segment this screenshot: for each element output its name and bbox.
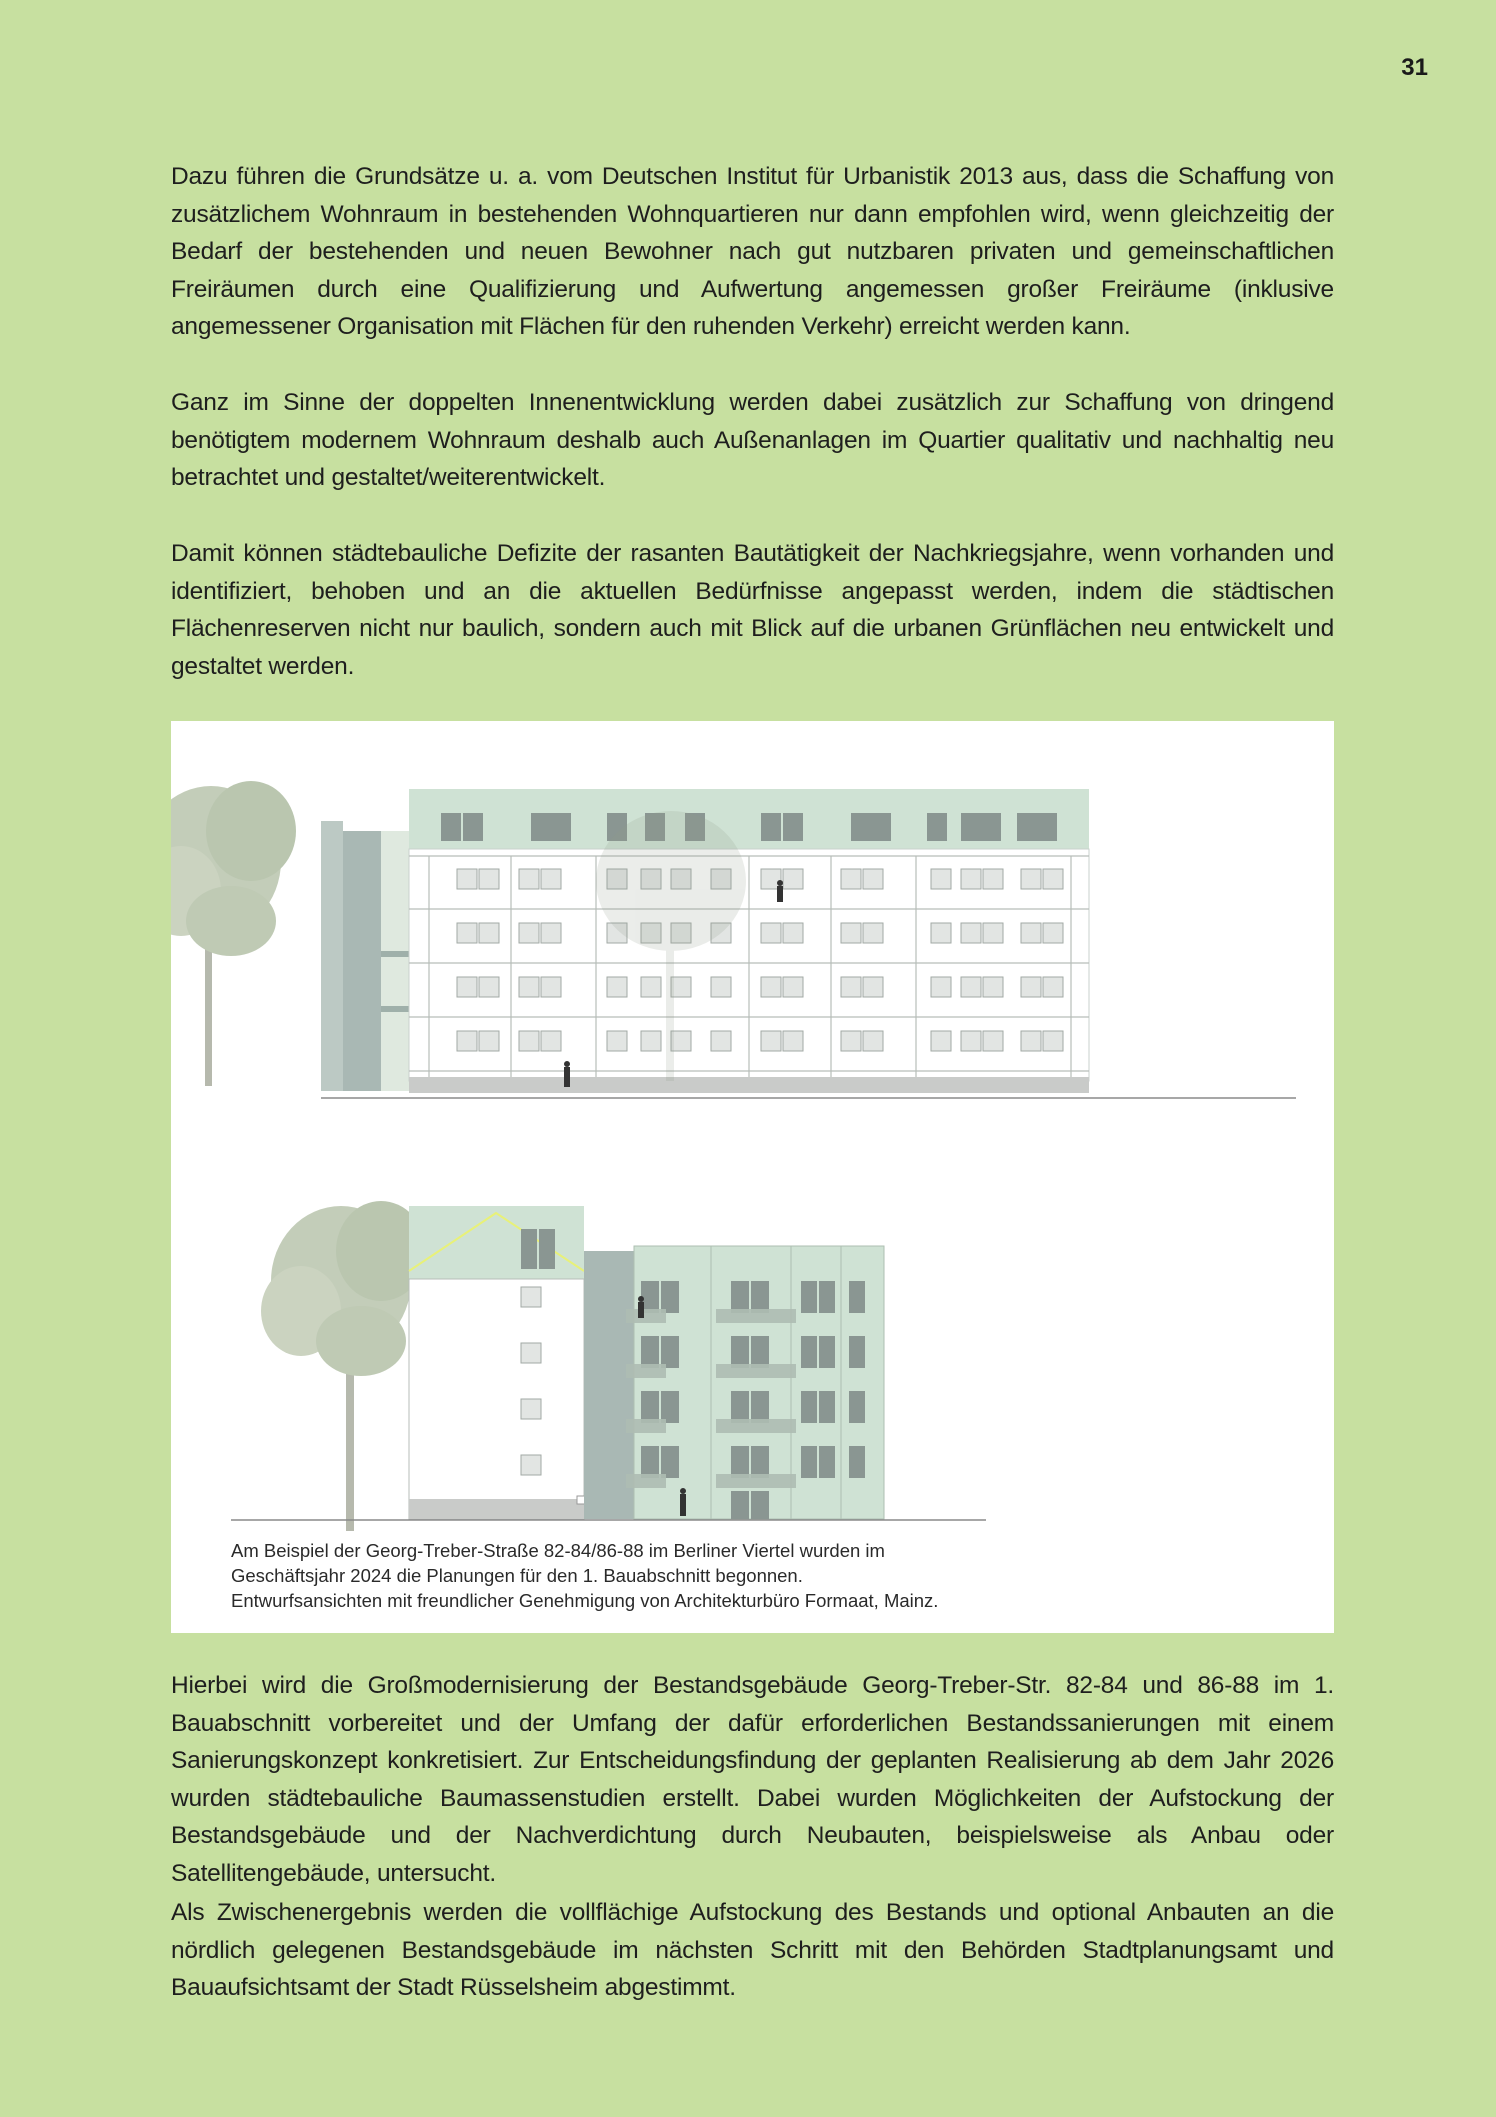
caption-line: Am Beispiel der Georg-Treber-Straße 82-84/86-88 im Berliner Viertel wurden im bbox=[231, 1540, 885, 1561]
page-number: 31 bbox=[1401, 54, 1428, 81]
paragraph-text: Ganz im Sinne der doppelten Innenentwicklung werden dabei zusätzlich zur Schaffung von dringend benötigtem modernem Wohnraum deshalb auch Außenanlagen im Quartier qualitativ und nachhaltig neu betrachtet und gestaltet/weiterentwickelt. bbox=[171, 389, 1334, 492]
caption-line: Entwurfsansichten mit freundlicher Genehmigung von Architekturbüro Formaat, Mainz. bbox=[231, 1590, 939, 1611]
paragraph-1 bbox=[171, 158, 1334, 346]
tree-left-lower bbox=[261, 1201, 426, 1531]
tree-left-upper bbox=[171, 781, 296, 1086]
elevation-drawings bbox=[171, 721, 1334, 1633]
elevation-long-facade bbox=[171, 781, 1296, 1098]
paragraph-5 bbox=[171, 1894, 1334, 2007]
paragraph-4 bbox=[171, 1667, 1334, 1893]
paragraph-2 bbox=[171, 384, 1334, 497]
architecture-figure bbox=[171, 721, 1334, 1633]
paragraph-3 bbox=[171, 535, 1334, 685]
elevation-gable-facade bbox=[231, 1201, 986, 1531]
paragraph-text: Dazu führen die Grundsätze u. a. vom Deutschen Institut für Urbanistik 2013 aus, dass die Schaffung von zusätzlichem Wohnraum in bestehenden Wohnquartieren nur dann empfohlen wird, wenn gleichzeitig der Bedarf der bestehenden und neuen Bewohner nach gut nutzbaren privaten und gemeinschaftlichen Freiräumen durch eine Qualifizierung und Aufwertung angemessen großer Freiräume (inklusive angemessener Organisation mit Flächen für den ruhenden Verkehr) erreicht werden kann. bbox=[171, 163, 1334, 341]
paragraph-text: Als Zwischenergebnis werden die vollflächige Aufstockung des Bestands und optional Anbauten an die nördlich gelegenen Bestandsgebäude im nächsten Schritt mit den Behörden Stadtplanungsamt und Bauaufsichtsamt der Stadt Rüsselsheim abgestimmt. bbox=[171, 1899, 1334, 2002]
paragraph-text: Damit können städtebauliche Defizite der rasanten Bautätigkeit der Nachkriegsjahre, wenn vorhanden und identifiziert, behoben und an die aktuellen Bedürfnisse angepasst werden, indem die städtischen Flächenreserven nicht nur baulich, sondern auch mit Blick auf die urbanen Grünflächen neu entwickelt und gestaltet werden. bbox=[171, 540, 1334, 680]
figure-caption bbox=[231, 1538, 938, 1613]
paragraph-text: Hierbei wird die Großmodernisierung der Bestandsgebäude Georg-Treber-Str. 82-84 und 86-88 im 1. Bauabschnitt vorbereitet und der Umfang der dafür erforderlichen Bestandssanierungen mit einem Sanierungskonzept konkretisiert. Zur Entscheidungsfindung der geplanten Realisierung ab dem Jahr 2026 wurden städtebauliche Baumassenstudien erstellt. Dabei wurden Möglichkeiten der Aufstockung der Bestandsgebäude und der Nachverdichtung durch Neubauten, beispielsweise als Anbau oder Satellitengebäude, untersucht. bbox=[171, 1672, 1334, 1887]
caption-line: Geschäftsjahr 2024 die Planungen für den 1. Bauabschnitt begonnen. bbox=[231, 1565, 803, 1586]
